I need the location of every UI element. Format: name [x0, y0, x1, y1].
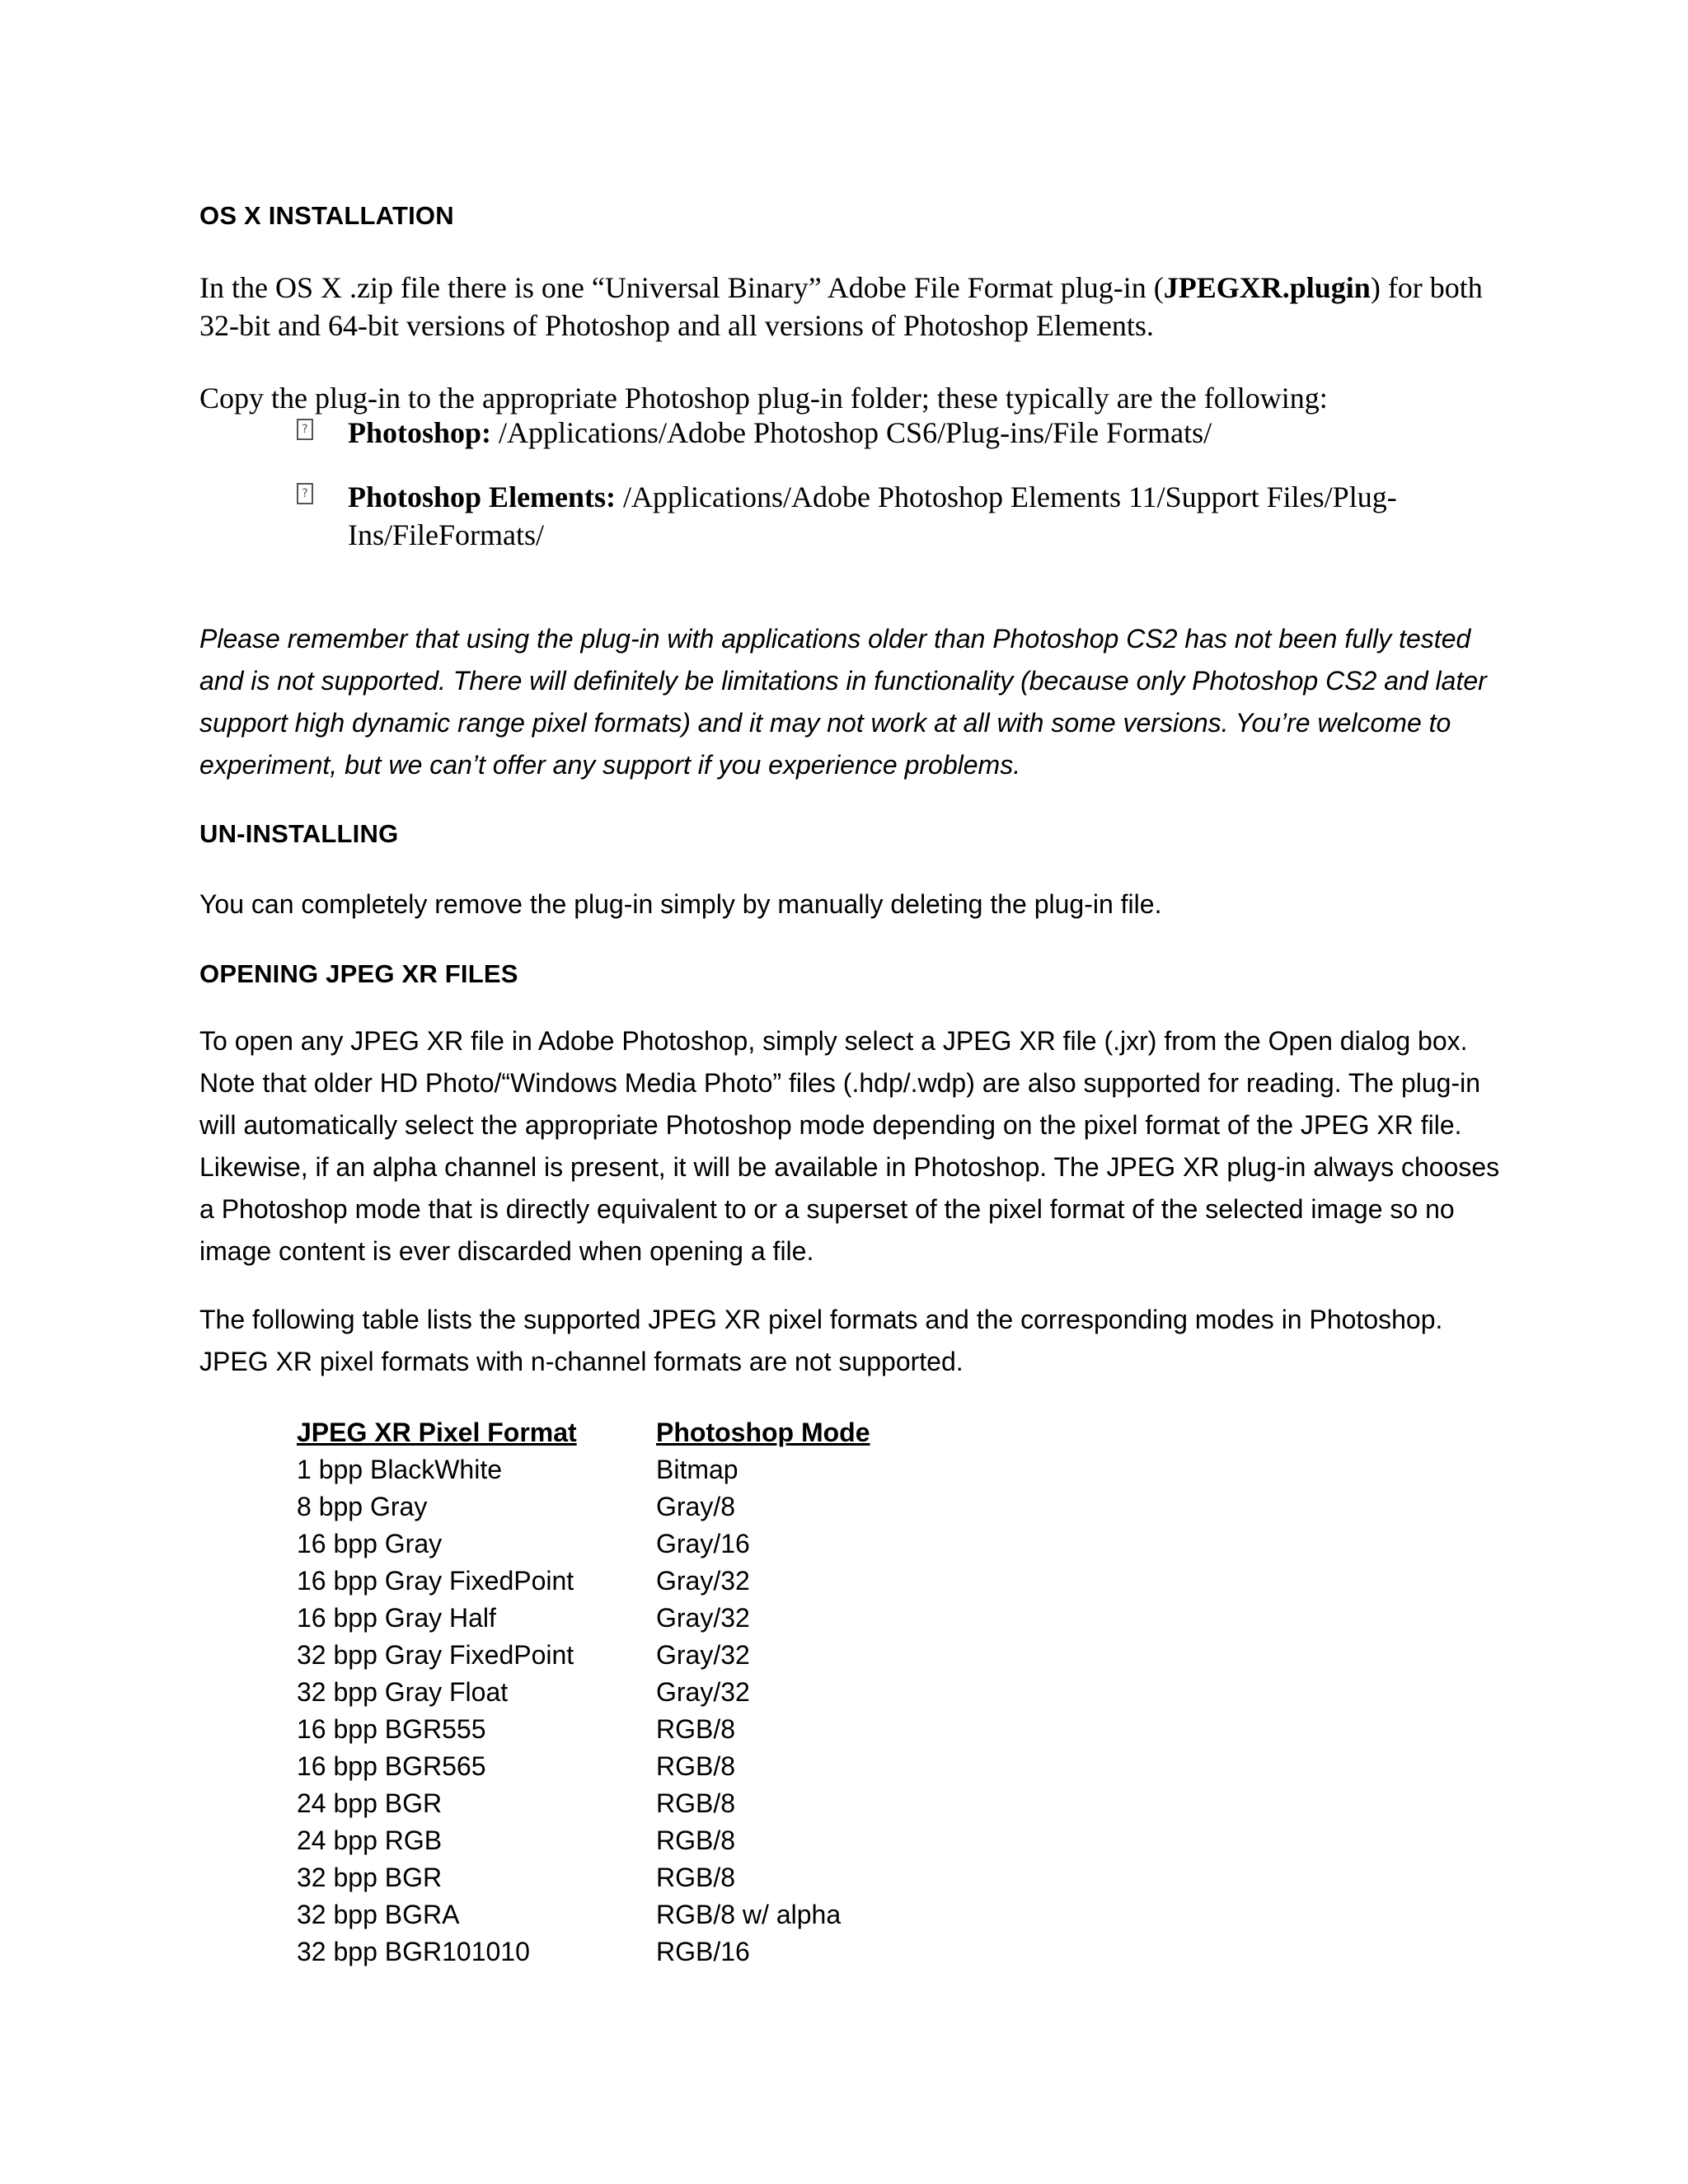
table-row: [297, 1566, 870, 1603]
photoshop-mode-cell: RGB/8: [656, 1714, 736, 1744]
table-row: [297, 1900, 870, 1937]
pixel-format-cell: 1 bpp BlackWhite: [297, 1455, 503, 1484]
table-intro-paragraph: The following table lists the supported JPEG XR pixel formats and the corresponding modes in Photoshop. JPEG XR pixel formats with n-channel formats are not supported.: [199, 1305, 1443, 1376]
pixel-format-cell: 16 bpp BGR555: [297, 1714, 486, 1744]
table-row: [297, 1529, 870, 1566]
bullet-path: /Applications/Adobe Photoshop CS6/Plug-ins/File Formats/: [491, 416, 1212, 449]
photoshop-mode-cell: Gray/32: [656, 1677, 750, 1707]
photoshop-mode-cell: RGB/16: [656, 1937, 750, 1966]
pixel-format-cell: 24 bpp RGB: [297, 1825, 443, 1855]
copy-instruction: Copy the plug-in to the appropriate Photoshop plug-in folder; these typically are the following:: [199, 382, 1328, 415]
pixel-format-cell: 16 bpp Gray Half: [297, 1603, 496, 1633]
pixel-format-cell: 16 bpp Gray: [297, 1529, 443, 1558]
pixel-format-cell: 32 bpp Gray Float: [297, 1677, 509, 1707]
pixel-format-cell: 32 bpp BGR: [297, 1863, 443, 1892]
pixel-format-cell: 16 bpp BGR565: [297, 1751, 486, 1781]
pixel-format-cell: 16 bpp Gray FixedPoint: [297, 1566, 574, 1596]
compatibility-warning: Please remember that using the plug-in with applications older than Photoshop CS2 has not been fully tested and is not supported. There will definitely be limitations in functionality (because only Photoshop CS2 and later support high dynamic range pixel formats) and it may not work at all with some versions. You’re welcome to experiment, but we can’t offer any support if you experience problems.: [199, 624, 1487, 780]
table-row: [297, 1677, 870, 1714]
photoshop-mode-cell: RGB/8: [656, 1788, 736, 1818]
table-row: [297, 1640, 870, 1677]
photoshop-mode-cell: Bitmap: [656, 1455, 738, 1484]
pixel-format-cell: 24 bpp BGR: [297, 1788, 443, 1818]
table-row: [297, 1937, 870, 1974]
table-row: [297, 1788, 870, 1825]
plugin-filename: JPEGXR.plugin: [1163, 271, 1371, 304]
table-row: [297, 1863, 870, 1900]
section-heading-uninstalling: UN-INSTALLING: [199, 819, 399, 848]
section-heading-opening-files: OPENING JPEG XR FILES: [199, 959, 518, 988]
pixel-format-cell: 32 bpp Gray FixedPoint: [297, 1640, 574, 1670]
uninstall-text: You can completely remove the plug-in simply by manually deleting the plug-in file.: [199, 889, 1162, 919]
section-heading-osx-installation: OS X INSTALLATION: [199, 201, 454, 230]
bullet-item-photoshop: [297, 414, 1467, 452]
pixel-format-cell: 8 bpp Gray: [297, 1492, 428, 1521]
pixel-format-cell: 32 bpp BGR101010: [297, 1937, 530, 1966]
osx-intro-paragraph: [199, 269, 1502, 344]
photoshop-mode-cell: Gray/8: [656, 1492, 736, 1521]
photoshop-mode-cell: Gray/16: [656, 1529, 750, 1558]
table-row: [297, 1751, 870, 1788]
bullet-label: Photoshop Elements:: [348, 480, 617, 513]
pixel-format-cell: 32 bpp BGRA: [297, 1900, 460, 1929]
bullet-path: /Applications/Adobe Photoshop Elements 11/Support Files/Plug-Ins/FileFormats/: [348, 480, 1397, 551]
photoshop-mode-cell: RGB/8: [656, 1825, 736, 1855]
table-row: [297, 1455, 870, 1492]
opening-paragraph: To open any JPEG XR file in Adobe Photoshop, simply select a JPEG XR file (.jxr) from the Open dialog box. Note that older HD Photo/“Windows Media Photo” files (.hdp/.wdp) are also supported for reading. The plug-in will automatically select the appropriate Photoshop mode depending on the pixel format of the JPEG XR file. Likewise, if an alpha channel is present, it will be available in Photoshop. The JPEG XR plug-in always chooses a Photoshop mode that is directly equivalent to or a superset of the pixel format of the selected image so no image content is ever discarded when opening a file.: [199, 1026, 1500, 1266]
table-row: [297, 1825, 870, 1863]
photoshop-mode-cell: RGB/8 w/ alpha: [656, 1900, 842, 1929]
table-row: [297, 1492, 870, 1529]
missing-glyph-bullet-icon: ?: [297, 419, 313, 440]
photoshop-mode-cell: RGB/8: [656, 1751, 736, 1781]
table-header-row: [297, 1418, 870, 1455]
bullet-label: Photoshop:: [348, 416, 492, 449]
osx-intro-text-2: ) for both 32-bit and 64-bit versions of Photoshop and all versions of Photoshop Elements.: [199, 271, 1483, 342]
photoshop-mode-cell: RGB/8: [656, 1863, 736, 1892]
missing-glyph-bullet-icon: ?: [297, 483, 313, 504]
photoshop-mode-cell: Gray/32: [656, 1566, 750, 1596]
table-row: [297, 1714, 870, 1751]
photoshop-mode-cell: Gray/32: [656, 1603, 750, 1633]
bullet-item-photoshop-elements: [297, 478, 1467, 554]
header-pixel-format: JPEG XR Pixel Format: [297, 1418, 577, 1447]
photoshop-mode-cell: Gray/32: [656, 1640, 750, 1670]
table-row: [297, 1603, 870, 1640]
osx-intro-text-1: In the OS X .zip file there is one “Universal Binary” Adobe File Format plug-in (: [199, 271, 1164, 304]
header-photoshop-mode: Photoshop Mode: [656, 1418, 870, 1447]
pixel-format-table: [297, 1418, 870, 1974]
